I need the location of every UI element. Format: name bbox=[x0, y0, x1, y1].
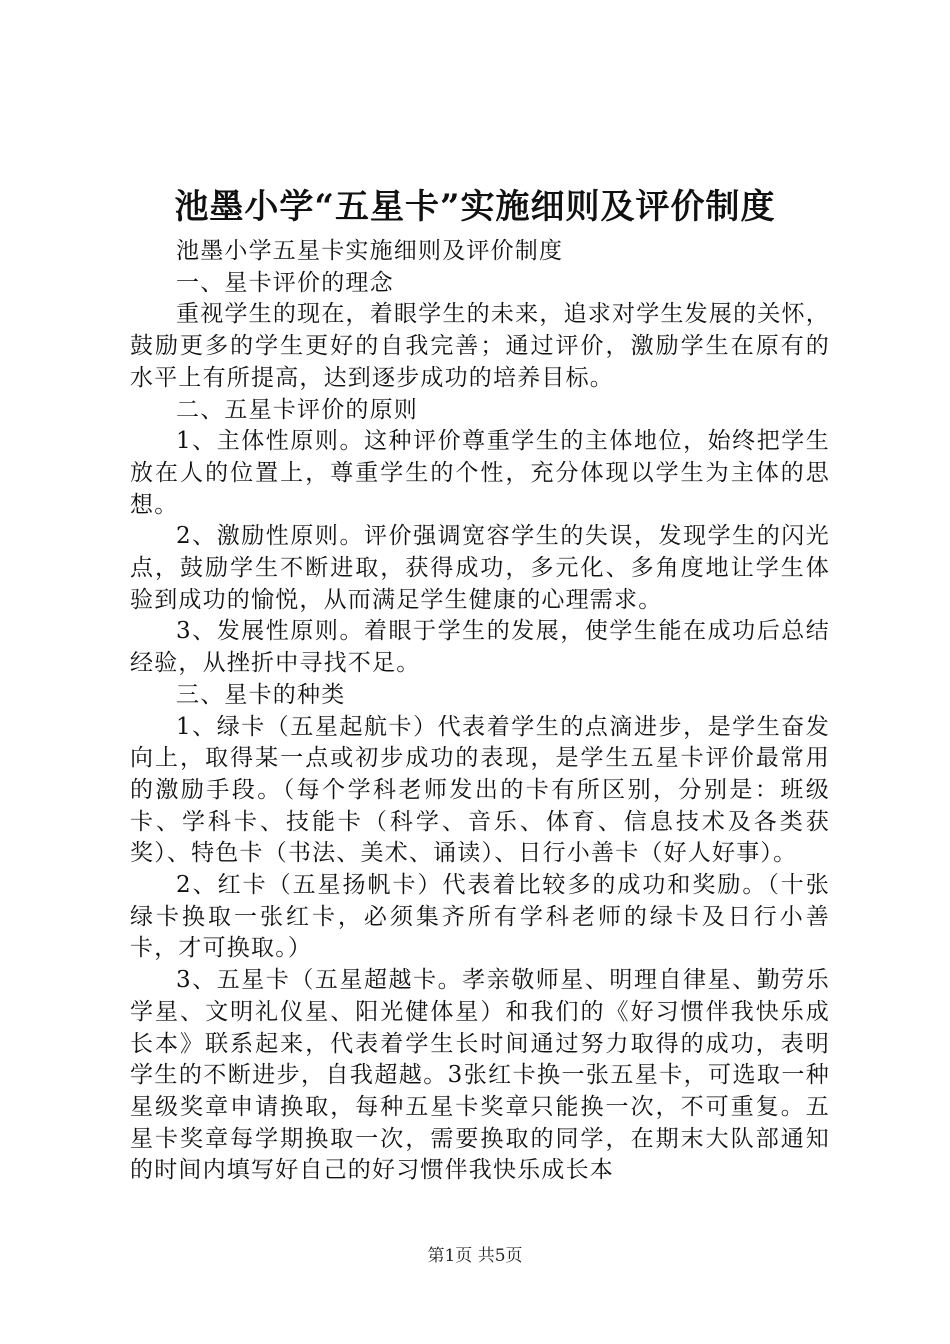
paragraph: 3、发展性原则。着眼于学生的发展，使学生能在成功后总结经验，从挫折中寻找不足。 bbox=[130, 618, 830, 677]
document-subtitle: 池墨小学五星卡实施细则及评价制度 bbox=[176, 238, 564, 264]
section-heading-3: 三、星卡的种类 bbox=[176, 681, 346, 708]
document-body bbox=[130, 236, 830, 1187]
paragraph: 1、主体性原则。这种评价尊重学生的主体地位，始终把学生放在人的位置上，尊重学生的个性，充分体现以学生为主体的思想。 bbox=[130, 428, 830, 518]
paragraph: 1、绿卡（五星起航卡）代表着学生的点滴进步，是学生奋发向上，取得某一点或初步成功的表现，是学生五星卡评价最常用的激励手段。（每个学科老师发出的卡有所区别，分别是：班级卡、学科卡、技能卡（科学、音乐、体育、信息技术及各类获奖）、特色卡（书法、美术、诵读）、日行小善卡（好人好事）。 bbox=[130, 713, 830, 867]
paragraph: 3、五星卡（五星超越卡。孝亲敬师星、明理自律星、勤劳乐学星、文明礼仪星、阳光健体星）和我们的《好习惯伴我快乐成长本》联系起来，代表着学生长时间通过努力取得的成功，表明学生的不断进步，自我超越。3张红卡换一张五星卡，可选取一种星级奖章申请换取，每种五星卡奖章只能换一次，不可重复。五星卡奖章每学期换取一次，需要换取的同学，在期末大队部通知的时间内填写好自己的好习惯伴我快乐成长本 bbox=[130, 967, 830, 1184]
section-heading-1: 一、星卡评价的理念 bbox=[176, 269, 394, 296]
document-title: 池墨小学“五星卡”实施细则及评价制度 bbox=[174, 187, 776, 227]
section-heading-2: 二、五星卡评价的原则 bbox=[176, 396, 418, 423]
page-footer: 第1页 共5页 bbox=[427, 1246, 523, 1266]
paragraph: 2、红卡（五星扬帆卡）代表着比较多的成功和奖励。（十张绿卡换取一张红卡，必须集齐所有学科老师的绿卡及日行小善卡，才可换取。） bbox=[130, 872, 830, 962]
paragraph: 重视学生的现在，着眼学生的未来，追求对学生发展的关怀，鼓励更多的学生更好的自我完善；通过评价，激励学生在原有的水平上有所提高，达到逐步成功的培养目标。 bbox=[130, 301, 830, 391]
paragraph: 2、激励性原则。评价强调宽容学生的失误，发现学生的闪光点，鼓励学生不断进取，获得成功，多元化、多角度地让学生体验到成功的愉悦，从而满足学生健康的心理需求。 bbox=[130, 523, 830, 613]
